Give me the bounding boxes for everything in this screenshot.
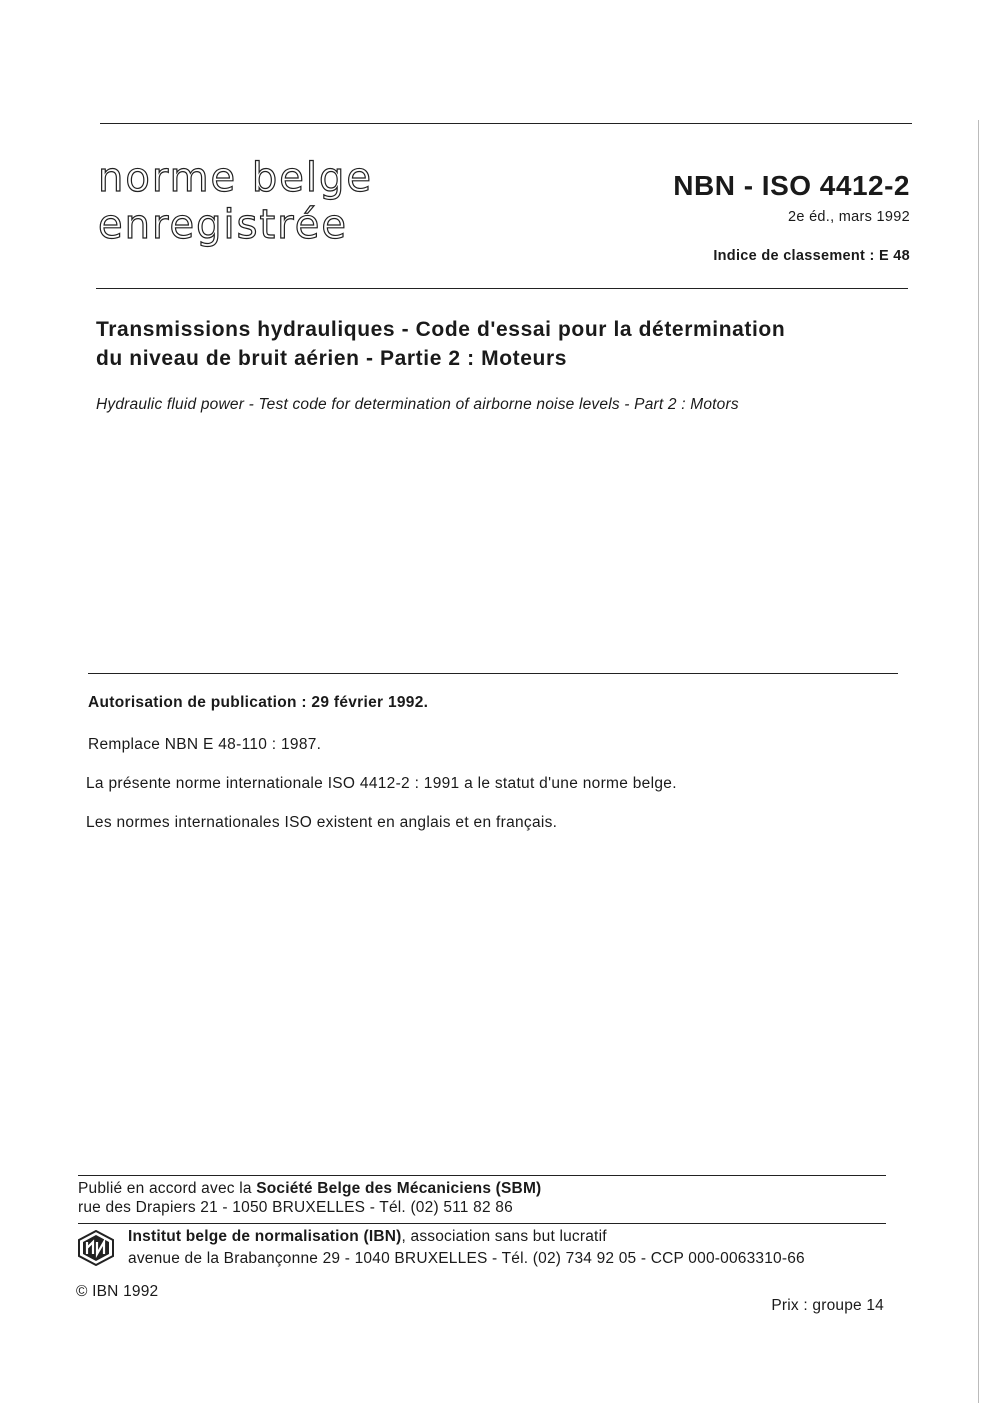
languages: Les normes internationales ISO existent en anglais et en français. [86,814,558,831]
brand-line-1: norme belge [98,155,373,201]
footer-rule-2 [78,1223,886,1224]
top-rule [100,123,912,124]
ibn-address: avenue de la Brabançonne 29 - 1040 BRUXELLES - Tél. (02) 734 92 05 - CCP 000-0063310-66 [128,1250,805,1267]
brand-line-2: enregistrée [98,202,348,248]
edition: 2e éd., mars 1992 [788,209,910,225]
classification: Indice de classement : E 48 [713,248,910,264]
price: Prix : groupe 14 [771,1297,884,1314]
page-edge [978,120,979,1403]
ibn-name: Institut belge de normalisation (IBN) [128,1228,402,1245]
replaces: Remplace NBN E 48-110 : 1987. [88,736,322,753]
sbm-address: rue des Drapiers 21 - 1050 BRUXELLES - Tél. (02) 511 82 86 [78,1199,513,1216]
published-prefix: Publié en accord avec la [78,1180,257,1197]
status: La présente norme internationale ISO 4412-2 : 1991 a le statut d'une norme belge. [86,775,677,792]
published-line [78,1179,541,1198]
standard-number: NBN - ISO 4412-2 [673,170,910,201]
ibn-line [128,1227,607,1246]
title-en: Hydraulic fluid power - Test code for determination of airborne noise levels - Part 2 : Motors [96,396,739,413]
title-rule [96,288,908,289]
ibn-suffix: , association sans but lucratif [401,1228,607,1245]
copyright: © IBN 1992 [76,1283,159,1300]
title-fr-line-2: du niveau de bruit aérien - Partie 2 : Moteurs [96,347,568,370]
footer-rule-1 [78,1175,886,1176]
authorization: Autorisation de publication : 29 février 1992. [88,694,429,711]
published-org: Société Belge des Mécaniciens (SBM) [256,1180,542,1197]
ibn-logo-icon [77,1230,115,1266]
title-fr-line-1: Transmissions hydrauliques - Code d'essai pour la détermination [96,318,786,341]
info-rule [88,673,898,674]
